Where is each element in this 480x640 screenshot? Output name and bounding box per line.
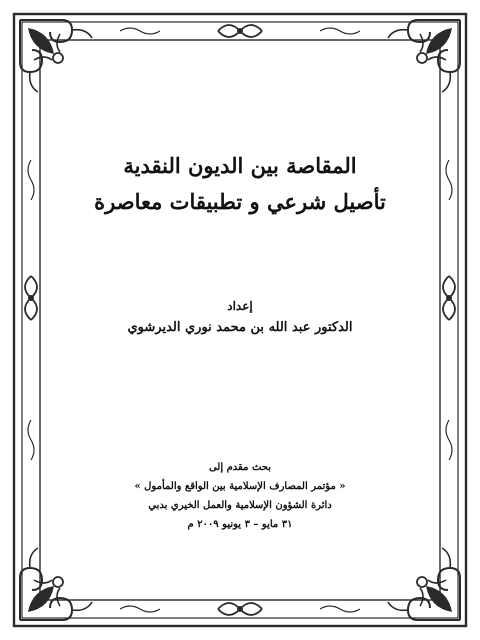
author-name: الدكتور عبد الله بن محمد نوري الديرشوي [127,320,353,335]
author-block [60,295,420,339]
title-line-2: تأصيل شرعي و تطبيقات معاصرة [94,189,386,214]
footer-line-3: دائرة الشؤون الإسلامية والعمل الخيري بدبي [148,500,332,511]
footer-line-2: « مؤتمر المصارف الإسلامية بين الواقع والمأمول » [134,481,346,492]
document-title [60,148,420,220]
footer-line-1: بحث مقدم إلى [208,462,272,473]
footer-date: ٣١ مايو – ٣ يونيو ٢٠٠٩ م [187,519,293,530]
conference-info [60,458,420,534]
author-prefix: إعداد [227,299,253,313]
title-line-1: المقاصة بين الديون النقدية [123,153,357,178]
